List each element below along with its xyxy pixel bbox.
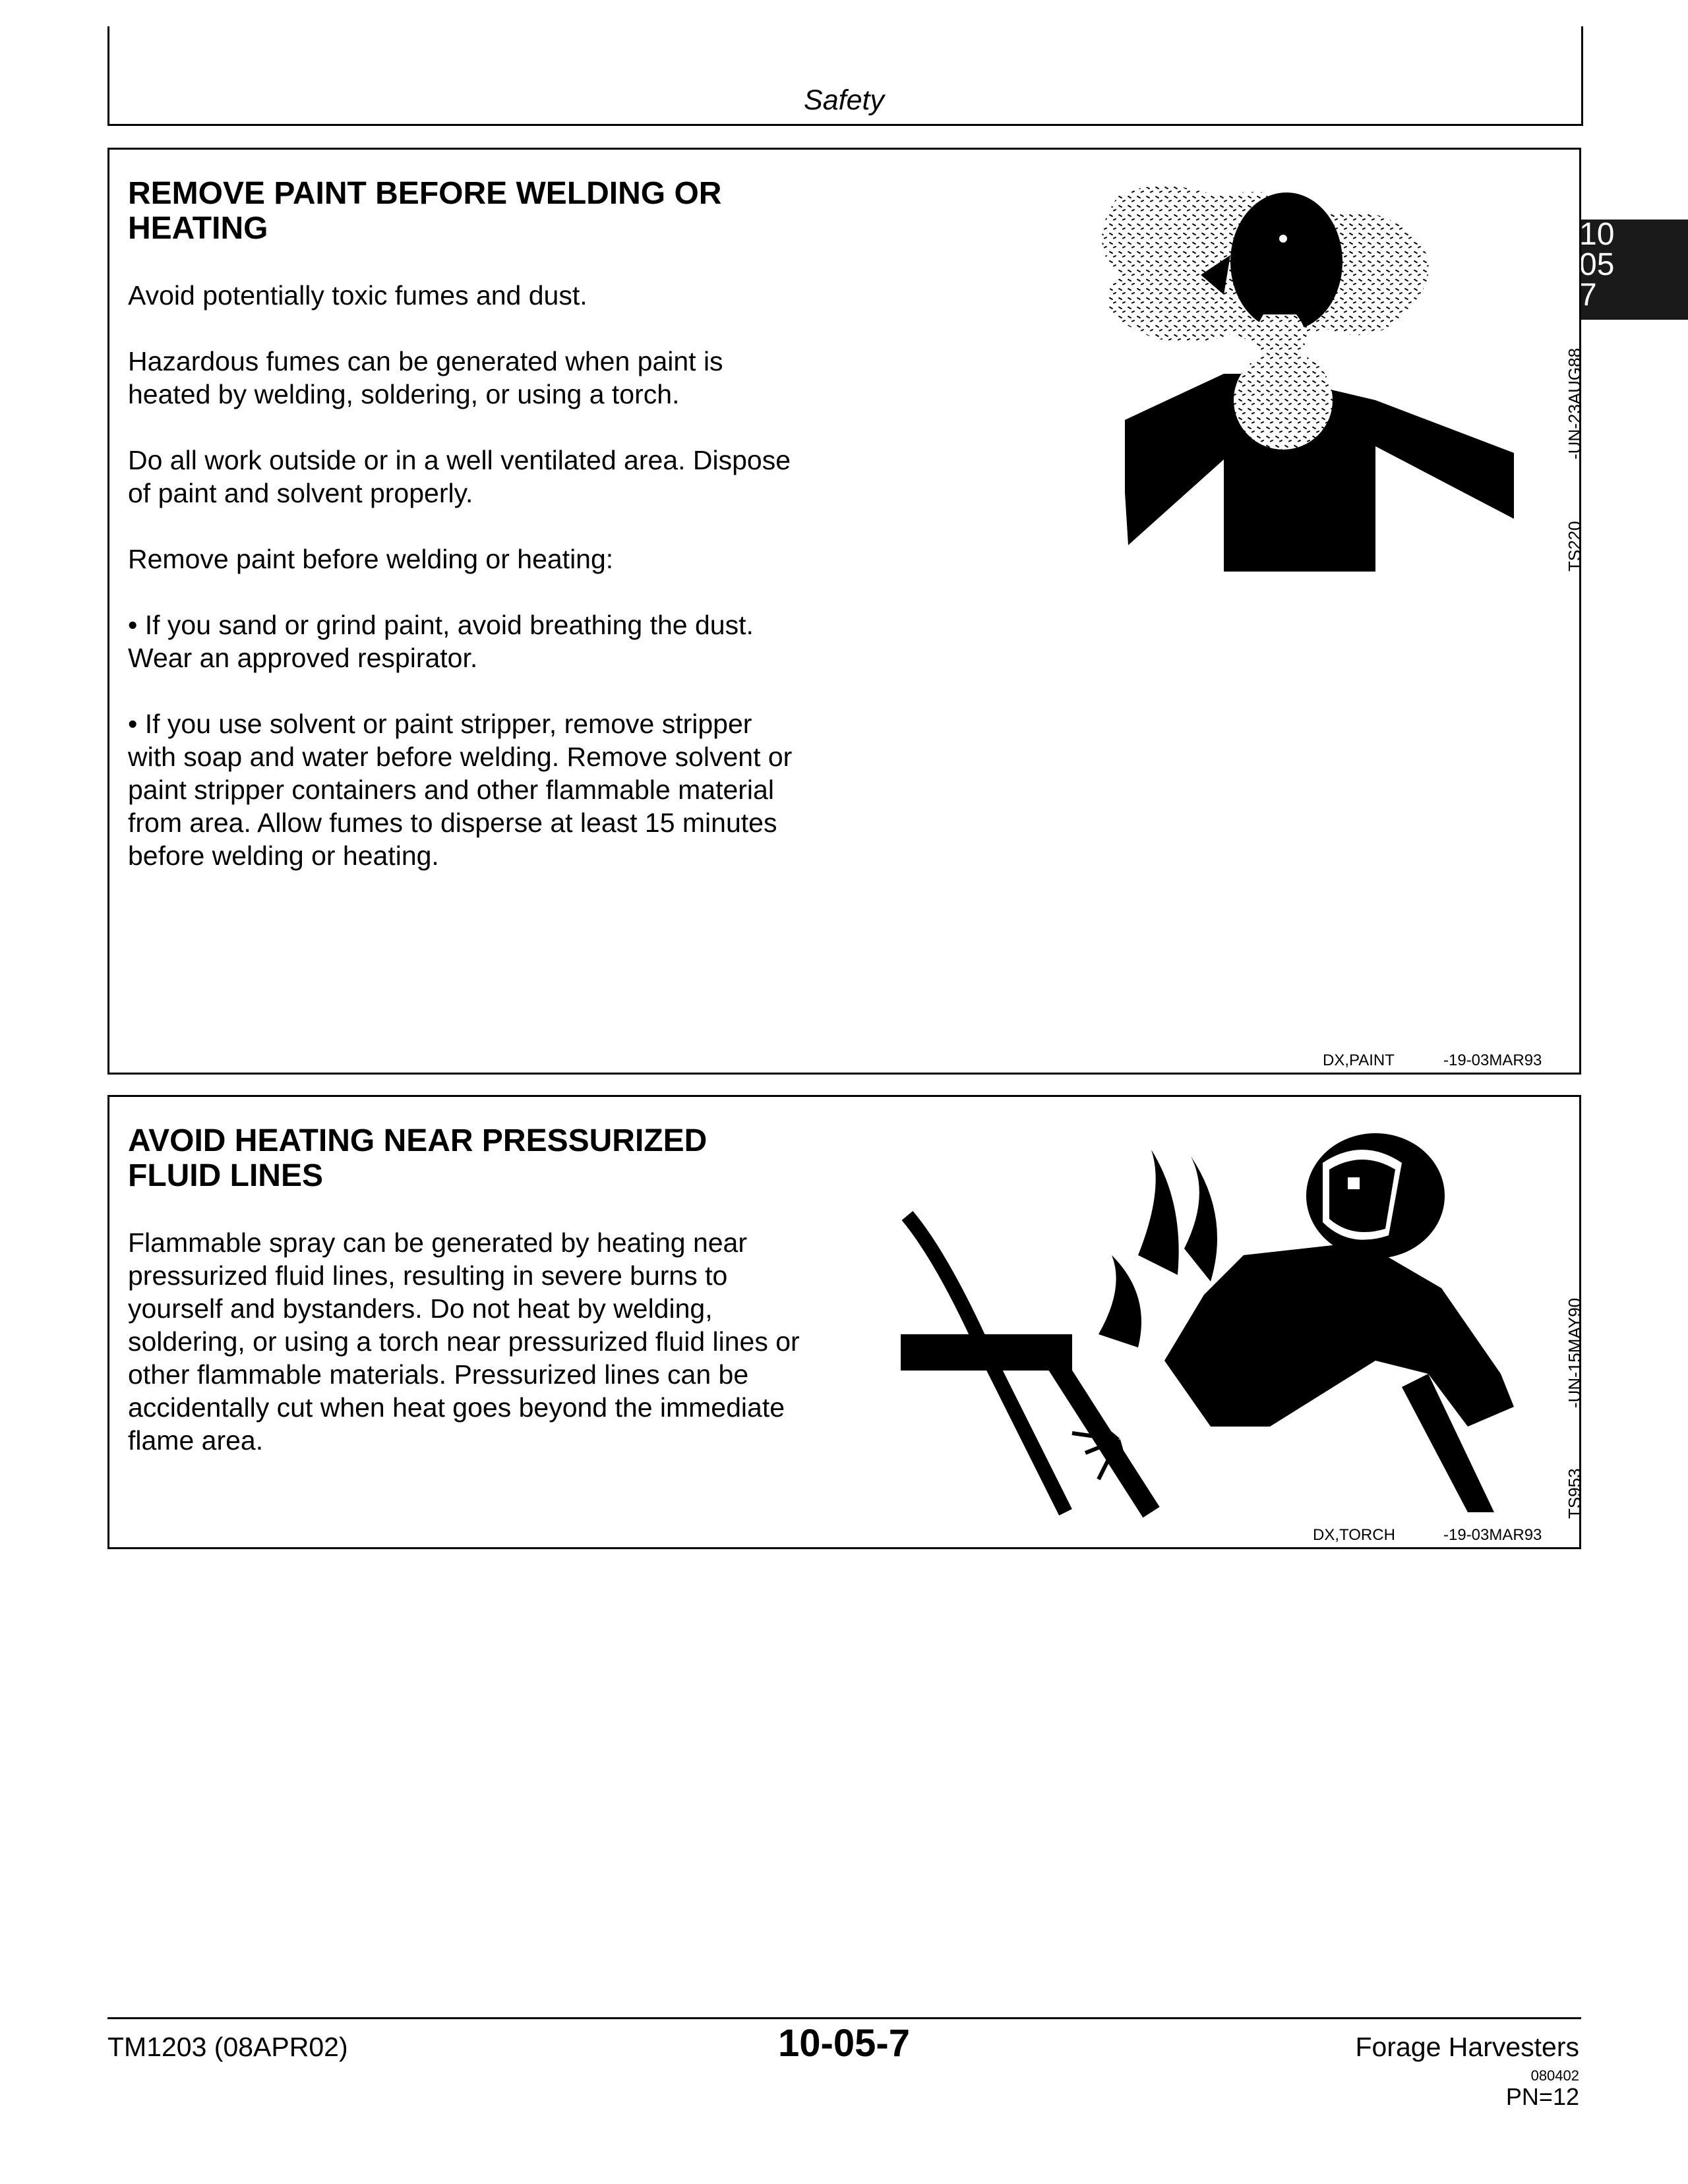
product-name: Forage Harvesters xyxy=(1355,2032,1579,2062)
paragraph: Hazardous fumes can be generated when paint is heated by welding, soldering, or using a torch. xyxy=(128,346,723,409)
page-title: Safety xyxy=(804,84,884,116)
tab-line-3: 7 xyxy=(1579,278,1597,312)
section-title: AVOID HEATING NEAR PRESSURIZED FLUID LINES xyxy=(128,1123,708,1193)
paragraph: Remove paint before welding or heating: xyxy=(128,544,614,574)
bullet-item: • If you use solvent or paint stripper, remove stripper with soap and water before welding. Remove solvent or paint stripper containers and other flammable material from area. Allow fumes to disperse at least 15 minutes before welding or heating. xyxy=(128,709,793,871)
safety-section-torch xyxy=(107,1095,1584,1549)
footnote-date: -19-03MAR93 xyxy=(1443,1526,1542,1544)
figure-date-code: -UN-23AUG88 xyxy=(1565,347,1584,459)
figure-code: TS220 xyxy=(1565,521,1584,572)
figure-code: TS953 xyxy=(1565,1468,1584,1519)
paragraph: Flammable spray can be generated by heating near pressurized fluid lines, resulting in severe burns to yourself and bystanders. Do not heat by welding, soldering, or using a torch near pressurized fluid lines or other flammable materials. Pressurized lines can be accidentally cut when heat goes beyond the immediate flame area. xyxy=(128,1227,800,1456)
section-title: REMOVE PAINT BEFORE WELDING OR HEATING xyxy=(128,176,722,246)
footnote-id: DX,TORCH xyxy=(1313,1526,1395,1544)
figure-date-code: -UN-15MAY90 xyxy=(1565,1297,1584,1408)
tab-line-2: 05 xyxy=(1579,247,1615,282)
footnote-id: DX,PAINT xyxy=(1323,1051,1395,1069)
section-tab xyxy=(1579,217,1688,320)
page-number: 10-05-7 xyxy=(778,2022,910,2065)
bullet-item: • If you sand or grind paint, avoid breathing the dust. Wear an approved respirator. xyxy=(128,610,754,673)
paragraph: Do all work outside or in a well ventilated area. Dispose of paint and solvent properly. xyxy=(128,445,791,508)
footnote-date: -19-03MAR93 xyxy=(1443,1051,1542,1069)
tab-line-1: 10 xyxy=(1579,217,1615,252)
toxic-fumes-illustration xyxy=(1006,176,1567,585)
paragraph: Avoid potentially toxic fumes and dust. xyxy=(128,280,588,310)
manual-id: TM1203 (08APR02) xyxy=(107,2032,348,2062)
pn-number: PN=12 xyxy=(1505,2083,1579,2110)
footer-rule xyxy=(107,2017,1581,2019)
welding-torch-illustration xyxy=(901,1123,1567,1519)
safety-section-paint xyxy=(107,148,1584,1075)
revision-code: 080402 xyxy=(1530,2067,1579,2084)
